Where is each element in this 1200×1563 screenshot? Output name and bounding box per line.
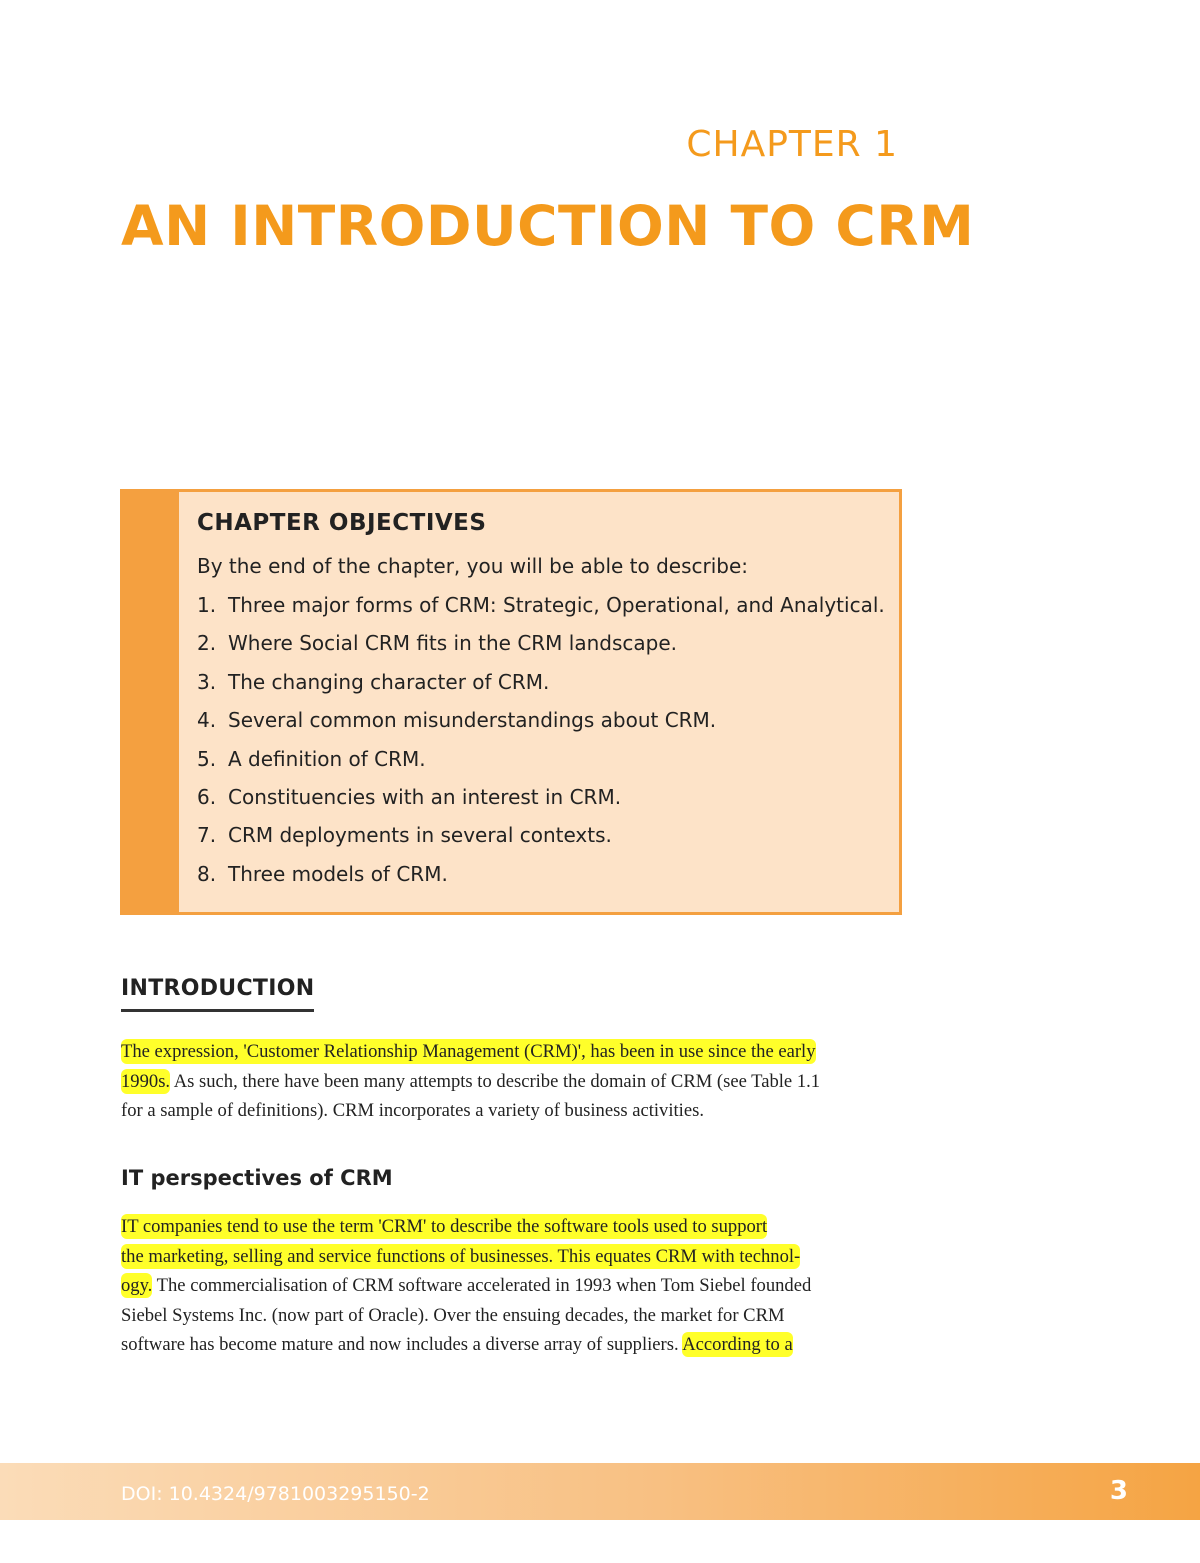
- objective-item: [197, 663, 899, 701]
- paragraph-text: As such, there have been many attempts to describe the domain of CRM (see Table 1.1: [170, 1070, 821, 1092]
- objective-item: [197, 816, 899, 854]
- objective-number: 1.: [197, 593, 217, 617]
- introduction-heading: INTRODUCTION: [121, 976, 314, 1012]
- paragraph-line: [121, 1330, 903, 1360]
- objective-text: Three models of CRM.: [228, 861, 448, 886]
- objective-item: [197, 701, 899, 739]
- objective-number: 2.: [197, 631, 217, 656]
- objectives-content: [179, 492, 899, 912]
- it-perspectives-paragraph: [121, 1212, 903, 1360]
- highlighted-text: 1990s.: [121, 1070, 171, 1092]
- objective-number: 6.: [197, 784, 217, 809]
- chapter-objectives-box: [120, 489, 902, 915]
- objectives-intro: By the end of the chapter, you will be able to describe:: [197, 554, 749, 578]
- chapter-label: CHAPTER 1: [686, 124, 898, 165]
- objective-text: Constituencies with an interest in CRM.: [228, 784, 622, 809]
- objective-text: CRM deployments in several contexts.: [228, 823, 612, 848]
- objective-text: Three major forms of CRM: Strategic, Operational, and Analytical.: [228, 593, 885, 617]
- objectives-list: [197, 586, 899, 893]
- paragraph-line: [121, 1067, 903, 1097]
- objective-number: 3.: [197, 669, 217, 694]
- paragraph-line: Siebel Systems Inc. (now part of Oracle). Over the ensuing decades, the market for CRM: [121, 1304, 785, 1326]
- paragraph-text: software has become mature and now includes a diverse array of suppliers.: [121, 1334, 683, 1355]
- it-perspectives-heading: IT perspectives of CRM: [121, 1166, 393, 1190]
- highlighted-text: IT companies tend to use the term 'CRM' to describe the software tools used to support: [121, 1216, 768, 1237]
- page-number: 3: [1109, 1476, 1128, 1506]
- objectives-heading: CHAPTER OBJECTIVES: [197, 510, 487, 536]
- objectives-accent-stripe: [123, 492, 179, 912]
- paragraph-text: The commercialisation of CRM software accelerated in 1993 when Tom Siebel founded: [152, 1275, 812, 1296]
- objective-item: [197, 586, 899, 624]
- highlighted-text: the marketing, selling and service functions of businesses. This equates CRM with technol-: [121, 1245, 801, 1267]
- objective-item: [197, 624, 899, 662]
- highlighted-text: ogy.: [121, 1275, 153, 1296]
- objective-number: 7.: [197, 823, 217, 848]
- paragraph-line: [121, 1212, 903, 1242]
- paragraph-line: [121, 1271, 903, 1301]
- paragraph-line: for a sample of definitions). CRM incorporates a variety of business activities.: [121, 1100, 704, 1121]
- objective-item: [197, 855, 899, 893]
- objective-text: The changing character of CRM.: [228, 669, 550, 694]
- paragraph-line: [121, 1242, 903, 1272]
- objective-text: A definition of CRM.: [228, 746, 426, 771]
- objective-number: 5.: [197, 746, 217, 771]
- introduction-paragraph: [121, 1037, 903, 1126]
- objective-item: [197, 778, 899, 816]
- highlighted-text: According to a: [682, 1334, 793, 1355]
- objective-number: 8.: [197, 861, 217, 886]
- footer-doi: DOI: 10.4324/9781003295150-2: [121, 1483, 430, 1505]
- paragraph-line: [121, 1037, 903, 1067]
- objective-text: Where Social CRM fits in the CRM landscape.: [228, 631, 678, 656]
- objective-text: Several common misunderstandings about CRM.: [228, 708, 717, 733]
- objective-number: 4.: [197, 708, 217, 733]
- highlighted-text: The expression, 'Customer Relationship Management (CRM)', has been in use since the early: [121, 1041, 816, 1062]
- chapter-title: AN INTRODUCTION TO CRM: [121, 194, 975, 258]
- objective-item: [197, 740, 899, 778]
